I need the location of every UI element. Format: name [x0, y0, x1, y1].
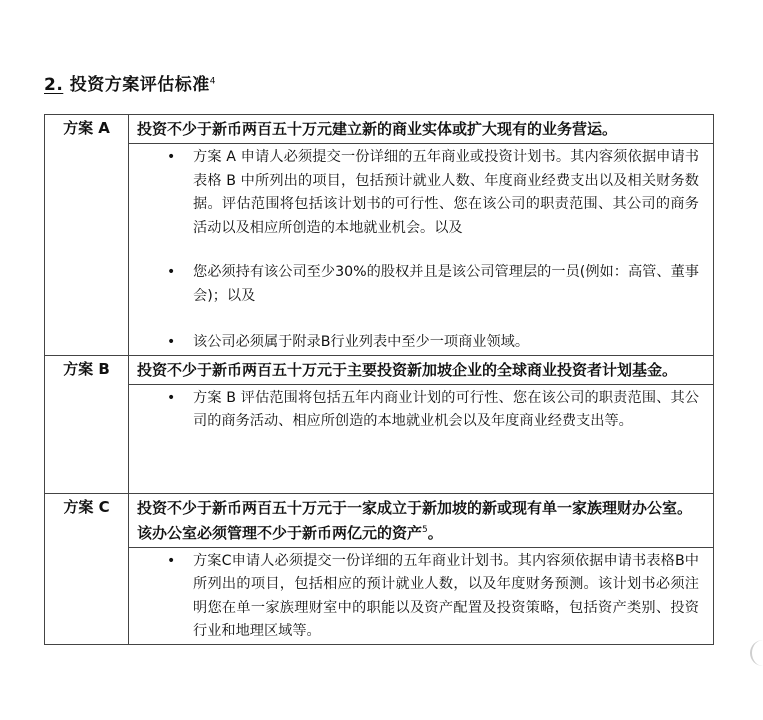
list-item: • 该公司必须属于附录B行业列表中至少一项商业领域。 [167, 331, 699, 355]
footnote-mark: 5 [422, 524, 428, 535]
plan-row-c [45, 493, 714, 644]
plan-label: 方案 A [63, 119, 110, 137]
list-item: • 方案C申请人必须提交一份详细的五年商业计划书。其内容须依据申请书表格B中所列出的项目，包括相应的预计就业人数，以及年度财务预测。该计划书必须注明您在单一家族理财室中的职能以及资产配置及投资策略，包括资产类别、投资行业和地理区域等。 [167, 550, 699, 644]
plan-requirement: 投资不少于新币两百五十万元建立新的商业实体或扩大现有的业务营运。 [129, 115, 713, 144]
section-title: 投资方案评估标准 [69, 75, 210, 95]
plan-row-a [45, 115, 714, 356]
plan-requirement: 投资不少于新币两百五十万元于一家成立于新加坡的新或现有单一家族理财办公室。该办公室必须管理不少于新币两亿元的资产$^5$。 [129, 494, 713, 548]
list-item: • 方案 A 申请人必须提交一份详细的五年商业或投资计划书。其内容须依据申请书表格 B 中所列出的项目，包括预计就业人数、年度商业经费支出以及相关财务数据。评估范围将包括该计划书的可行性、您在该公司的职责范围、其公司的商务活动以及相应所创造的本地就业机会。以及 [167, 146, 699, 240]
section-heading [44, 70, 216, 95]
list-item: • 您必须持有该公司至少30%的股权并且是该公司管理层的一员(例如：高管、董事会)；以及 [167, 261, 699, 308]
plan-requirement: 投资不少于新币两百五十万元于主要投资新加坡企业的全球商业投资者计划基金。 [129, 356, 713, 385]
plan-label: 方案 B [63, 359, 110, 378]
footnote-mark: 4 [209, 76, 216, 87]
section-number: 2. [44, 75, 64, 95]
plan-row-b [45, 355, 714, 493]
list-item: • 方案 B 评估范围将包括五年内商业计划的可行性、您在该公司的职责范围、其公司的商务活动、相应所创造的本地就业机会以及年度商业经费支出等。 [167, 387, 699, 434]
page-edge-mark [750, 640, 763, 666]
investment-plan-table [44, 114, 714, 645]
plan-label: 方案 C [63, 497, 110, 516]
